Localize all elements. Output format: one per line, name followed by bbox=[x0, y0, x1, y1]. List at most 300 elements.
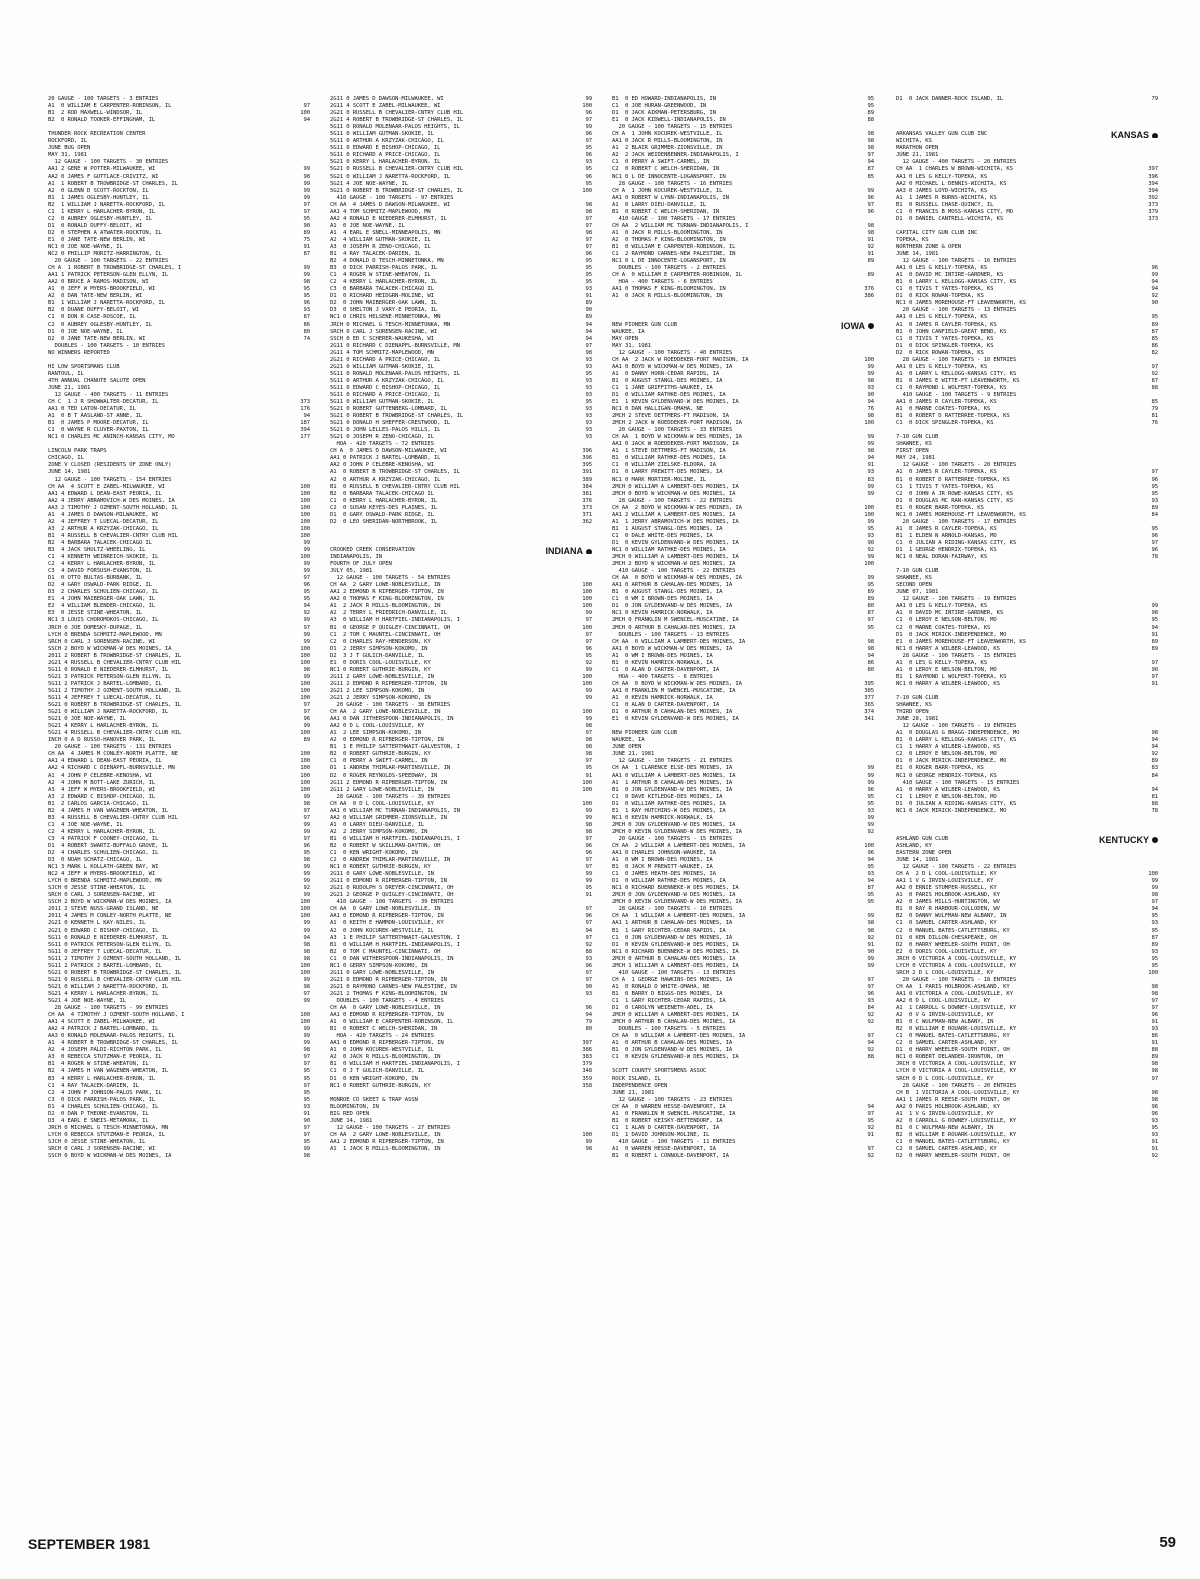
result-row bbox=[896, 293, 1158, 300]
score: 97 bbox=[867, 976, 874, 983]
score: 99 bbox=[303, 828, 310, 835]
result-row bbox=[48, 575, 310, 582]
score: 100 bbox=[300, 1012, 310, 1019]
result-entry: C1 0 KERRY L HARLACHER-BYRON, IL bbox=[330, 497, 438, 504]
result-entry: 5G21 0 ROBERT B TROWBRIDGE-ST CHARLES, IL bbox=[48, 702, 182, 709]
result-entry: D1 0 WILLIAM RATHKE-DES MOINES, IA bbox=[612, 878, 726, 885]
result-entry: B1 1 ELDEN N ARNOLD-KANSAS, MO bbox=[896, 532, 997, 539]
score: 95 bbox=[303, 215, 310, 222]
score: 99 bbox=[585, 807, 592, 814]
score: 379 bbox=[1148, 208, 1158, 215]
score: 97 bbox=[303, 575, 310, 582]
result-row bbox=[896, 758, 1158, 765]
result-row bbox=[896, 730, 1158, 737]
result-row bbox=[48, 773, 310, 780]
score: 92 bbox=[867, 1019, 874, 1026]
score: 98 bbox=[303, 279, 310, 286]
text-line bbox=[612, 265, 874, 272]
score: 95 bbox=[1151, 913, 1158, 920]
result-entry: D2 0 DAN P THEONE-EVANSTON, IL bbox=[48, 1110, 149, 1117]
state-name: INDIANA bbox=[545, 547, 583, 555]
score: 95 bbox=[585, 652, 592, 659]
score: 98 bbox=[585, 828, 592, 835]
text-line bbox=[896, 307, 1158, 314]
result-entry: A1 1 ROBERT B TROWBRIDGE-ST CHARLES, IL bbox=[48, 180, 178, 187]
score: 95 bbox=[303, 1068, 310, 1075]
score: 98 bbox=[303, 666, 310, 673]
result-row bbox=[896, 265, 1158, 272]
result-entry: NC1 0 KEVIN HAMRICK-NORWALK, IA bbox=[612, 610, 713, 617]
score: 100 bbox=[300, 962, 310, 969]
result-row bbox=[612, 1111, 874, 1118]
text-line bbox=[330, 899, 592, 906]
score: 97 bbox=[303, 990, 310, 997]
score: 97 bbox=[303, 201, 310, 208]
result-entry: NC1 0 KEVIN HAMRICK-NORWALK, IA bbox=[612, 814, 713, 821]
result-entry: NC1 0 JACK MIRICK-INDEPENDENCE, MO bbox=[896, 807, 1007, 814]
text-line bbox=[612, 343, 874, 350]
result-entry: A3 0 REBECCA STUTZMAN-E PEORIA, IL bbox=[48, 1054, 162, 1061]
result-row bbox=[330, 1019, 592, 1026]
result-row bbox=[48, 787, 310, 794]
result-row bbox=[48, 625, 310, 632]
score: 89 bbox=[1151, 758, 1158, 765]
result-entry: B1 0 JAMES P MOORE-DECATUR, IL bbox=[48, 420, 149, 427]
result-row bbox=[48, 815, 310, 822]
result-entry: A2 0 JACK R MILLS-BLOOMINGTON, IN bbox=[330, 1054, 441, 1061]
result-entry: CH AA 0 WARREN HESSE-DAVENPORT, IA bbox=[612, 1103, 726, 1110]
line-text: SHAWNEE, KS bbox=[896, 575, 932, 582]
line-text: 410 GAUGE - 100 TARGETS - 97 ENTRIES bbox=[330, 194, 454, 201]
result-entry: NC1 0 DAN HALLIGAN-OMAHA, NE bbox=[612, 406, 703, 413]
result-row bbox=[896, 871, 1158, 878]
result-row bbox=[330, 209, 592, 216]
score: 100 bbox=[582, 596, 592, 603]
result-entry: C2 0 MARNE COATES-TOPEKA, KS bbox=[896, 624, 991, 631]
score: 97 bbox=[585, 857, 592, 864]
result-row bbox=[896, 329, 1158, 336]
score: 95 bbox=[867, 582, 874, 589]
result-row bbox=[330, 174, 592, 181]
result-row bbox=[896, 1005, 1158, 1012]
score: 99 bbox=[303, 631, 310, 638]
result-entry: 5G21 0 WILLIAM J NARETTA-ROCKFORD, IL bbox=[48, 983, 169, 990]
result-row bbox=[330, 1068, 592, 1075]
line-text: FOURTH OF JULY OPEN bbox=[330, 561, 392, 568]
result-entry: 2MCH 0 ARTHUR B CAHALAN-DES MOINES, IA bbox=[612, 1019, 736, 1026]
score: 90 bbox=[867, 539, 874, 546]
score: 98 bbox=[585, 744, 592, 751]
score: 93 bbox=[1151, 497, 1158, 504]
result-row bbox=[330, 836, 592, 843]
text-line bbox=[612, 836, 874, 843]
score: 96 bbox=[1151, 265, 1158, 272]
result-entry: A1 0 DAVID MC INTIRE-GARDNER, KS bbox=[896, 272, 1004, 279]
result-entry: A1 0 LES G KELLY-TOPEKA, KS bbox=[896, 659, 987, 666]
result-row bbox=[896, 942, 1158, 949]
result-entry: 5G21 0 WILLIAM J NARETTA-ROCKFORD, IL bbox=[48, 709, 169, 716]
result-row bbox=[612, 406, 874, 413]
result-entry: AA2 0 PARIS HOLBROOK-ASHLAND, KY bbox=[896, 1103, 1000, 1110]
score: 79 bbox=[585, 1019, 592, 1026]
result-entry: D1 1 GEORGE HENDRIX-TOPEKA, KS bbox=[896, 547, 997, 553]
result-row bbox=[48, 1054, 310, 1061]
blank-line bbox=[48, 357, 310, 364]
result-row bbox=[896, 1139, 1158, 1146]
result-entry: A1 0 HARRY A WILBER-LEAWOOD, KS bbox=[896, 786, 1000, 793]
result-entry: NC1 0 L DE INNOCENTE-LOGANSPORT, IN bbox=[612, 173, 726, 180]
result-entry: C1 2 TOM C MAUNTEL-CINCINNATI, OH bbox=[330, 631, 441, 638]
result-row bbox=[896, 505, 1158, 512]
result-entry: A1 0 JOHN KOCUREK-WESTVILLE, IL bbox=[330, 1047, 434, 1054]
score: 97 bbox=[303, 1061, 310, 1068]
result-entry: B1 0 WILLIAM H HARTFIEL-INDIANAPOLIS, I bbox=[330, 835, 460, 842]
score: 94 bbox=[585, 1012, 592, 1019]
line-text: 410 GAUGE - 100 TARGETS - 15 ENTRIES bbox=[896, 779, 1020, 786]
score: 98 bbox=[867, 229, 874, 236]
result-row bbox=[330, 166, 592, 173]
result-entry: NC1 0 ROBERT GUTHRIE-BURGIN, KY bbox=[330, 1082, 431, 1089]
result-entry: NC1 0 CHARLES MC ANINCH-KANSAS CITY, MO bbox=[48, 434, 175, 441]
score: 96 bbox=[1151, 532, 1158, 539]
result-entry: A1 0 WARREN HESSE-DAVENPORT, IA bbox=[612, 1145, 716, 1152]
result-row bbox=[48, 223, 310, 230]
result-row bbox=[612, 462, 874, 469]
score: 80 bbox=[867, 603, 874, 610]
result-entry: B1 0 ROBERT L CONNOLE-DAVENPORT, IA bbox=[612, 1153, 729, 1160]
result-entry: CH AA 0 BOYD W WICKMAN-W DES MOINES, IA bbox=[612, 575, 742, 582]
result-entry: B1 4 ROGER W STINE-WHEATON, IL bbox=[48, 1061, 149, 1068]
state-heading bbox=[1099, 836, 1158, 843]
result-row bbox=[48, 1125, 310, 1132]
result-row bbox=[48, 829, 310, 836]
result-entry: E3 0 JESSE STINE-WHEATON, IL bbox=[48, 610, 143, 617]
text-line bbox=[48, 152, 310, 159]
result-entry: 2G11 2 GARY LOWE-NOBLESVILLE, IN bbox=[330, 673, 434, 680]
score: 95 bbox=[867, 624, 874, 631]
score: 92 bbox=[303, 610, 310, 617]
result-row bbox=[612, 272, 874, 279]
text-line bbox=[48, 392, 310, 399]
score: 373 bbox=[1148, 215, 1158, 222]
score: 95 bbox=[867, 899, 874, 906]
page-number: 59 bbox=[1159, 1534, 1176, 1551]
result-entry: A2 2 JERRY SIMPSON-KOKOMO, IN bbox=[330, 828, 428, 835]
score: 93 bbox=[585, 159, 592, 166]
result-entry: AA1 1 V G IRVIN-LOUISVILLE, KY bbox=[896, 878, 994, 885]
result-entry: B2 4 JAMES H VAN WAGENEN-WHEATON, IL bbox=[48, 807, 169, 814]
line-text: 20 GAUGE - 100 TARGETS - 22 ENTRIES bbox=[48, 258, 169, 265]
result-entry: NC1 0 GERRY SIMPSON-KOKOMO, IN bbox=[330, 962, 428, 969]
result-row bbox=[330, 639, 592, 646]
result-entry: 2G11 4 SCOTT E ZABEL-MILWAUKEE, WI bbox=[330, 103, 441, 110]
result-entry: 2G21 0 WILLIAM GUTMAN-SKOKIE, IL bbox=[330, 363, 434, 370]
state-name: KENTUCKY bbox=[1098, 835, 1149, 843]
line-text: 20 GAUGE - 100 TARGETS - 18 ENTRIES bbox=[896, 976, 1017, 983]
score: 97 bbox=[585, 969, 592, 976]
score: 95 bbox=[1151, 955, 1158, 962]
score: 96 bbox=[303, 582, 310, 589]
score: 92 bbox=[867, 1124, 874, 1131]
result-row bbox=[612, 695, 874, 702]
score: 97 bbox=[585, 906, 592, 913]
result-entry: D2 4 CHARLES SCHULIEN-CHICAGO, IL bbox=[48, 850, 159, 857]
result-entry: 2G21 4 RUSSELL B CHEVALIER-CNTRY CLUB HIL bbox=[48, 659, 182, 666]
blank-line bbox=[896, 223, 1158, 230]
result-row bbox=[330, 378, 592, 385]
result-row bbox=[612, 561, 874, 568]
score: 98 bbox=[867, 645, 874, 652]
text-line bbox=[896, 575, 1158, 582]
score: 92 bbox=[867, 1047, 874, 1054]
score: 76 bbox=[867, 406, 874, 413]
line-text: 12 GAUGE - 100 TARGETS - 19 ENTRIES bbox=[896, 723, 1017, 730]
score: 99 bbox=[303, 180, 310, 187]
result-row bbox=[896, 371, 1158, 378]
result-row bbox=[330, 970, 592, 977]
result-row bbox=[48, 1083, 310, 1090]
score: 88 bbox=[1151, 1047, 1158, 1054]
line-text: MAY 31, 1981 bbox=[612, 342, 651, 349]
result-row bbox=[330, 815, 592, 822]
result-row bbox=[330, 448, 592, 455]
result-entry: A2 0 DAN TATE-NEW BERLIN, WI bbox=[48, 293, 143, 300]
line-text: DOUBLES - 100 TARGETS - 5 ENTRIES bbox=[612, 1026, 726, 1033]
score: 81 bbox=[1151, 793, 1158, 800]
result-row bbox=[612, 864, 874, 871]
line-text: HOA - 420 TARGETS - 72 ENTRIES bbox=[330, 441, 434, 448]
result-entry: 5G11 0 ARTHUR A KRZYZAK-CHICAGO, IL bbox=[330, 377, 444, 384]
score: 96 bbox=[303, 716, 310, 723]
score: 93 bbox=[585, 356, 592, 363]
result-entry: D1 0 OTTO BULTAS-BURBANK, IL bbox=[48, 575, 143, 582]
score: 98 bbox=[303, 1153, 310, 1160]
result-entry: B2 0 BARBARA TALACEK-CHICAGO IL bbox=[330, 490, 434, 497]
result-entry: C1 0 PERRY A SWIFT-CARMEL, IN bbox=[612, 159, 710, 166]
score: 92 bbox=[867, 1012, 874, 1019]
result-row bbox=[896, 885, 1158, 892]
result-row bbox=[612, 984, 874, 991]
line-text: WAUKEE, IA bbox=[612, 737, 645, 744]
result-entry: C2 0 SAMUEL CARTER-ASHLAND, KY bbox=[896, 1145, 997, 1152]
score: 383 bbox=[582, 1054, 592, 1061]
score: 100 bbox=[300, 730, 310, 737]
text-line bbox=[612, 350, 874, 357]
line-text: SECOND OPEN bbox=[896, 582, 932, 589]
text-line bbox=[330, 1118, 592, 1125]
result-entry: A1 0 FRANKLIN M SWENCEL-MUSCATINE, IA bbox=[612, 1110, 736, 1117]
text-line bbox=[896, 392, 1158, 399]
result-entry: CH A 1 JOHN KOCUREK-WESTVILLE, IL bbox=[612, 131, 723, 138]
result-entry: 5G21 0 ROBERT GUTTENBERG-LOMBARD, IL bbox=[330, 406, 447, 413]
result-row bbox=[612, 949, 874, 956]
result-entry: AA1 0 EDMOND R RIPBERGER-TIPTON, IN bbox=[330, 1040, 444, 1047]
result-row bbox=[896, 794, 1158, 801]
score: 95 bbox=[1151, 962, 1158, 969]
score: 99 bbox=[303, 793, 310, 800]
result-entry: AA1 2 WILLIAM A LAMBERT-DES MOINES, IA bbox=[612, 511, 736, 518]
result-entry: B2 4 DONALD D TESCH-MINNETONKA, MN bbox=[330, 258, 444, 265]
line-text: MAY OPEN bbox=[612, 335, 638, 342]
score: 98 bbox=[1151, 983, 1158, 990]
score: 92 bbox=[1151, 1153, 1158, 1160]
score: 377 bbox=[864, 694, 874, 701]
result-entry: B2 0 TOM C MAUNTEL-CINCINNATI, OH bbox=[330, 948, 441, 955]
score: 99 bbox=[303, 539, 310, 546]
score: 93 bbox=[303, 307, 310, 314]
result-row bbox=[896, 96, 1158, 103]
text-line bbox=[896, 258, 1158, 265]
score: 95 bbox=[303, 1096, 310, 1103]
result-row bbox=[48, 166, 310, 173]
result-entry: AA2 0 MICHAEL L DENNIS-WICHITA, KS bbox=[896, 180, 1007, 187]
result-entry: D1 0 HARRY WHEELER-SOUTH POINT, OH bbox=[896, 1047, 1010, 1054]
score: 98 bbox=[303, 1047, 310, 1054]
result-row bbox=[330, 434, 592, 441]
result-entry: SSCH 0 ED C SCHERER-WAUKESHA, WI bbox=[330, 335, 434, 342]
blank-line bbox=[612, 300, 874, 307]
score: 96 bbox=[1151, 1110, 1158, 1117]
result-entry: C1 4 ROGER W STINE-WHEATON, IL bbox=[330, 272, 431, 279]
result-row bbox=[612, 829, 874, 836]
score: 97 bbox=[867, 1110, 874, 1117]
result-entry: D2 0 JOHN MAIBERGER-OAK LAWN, IL bbox=[330, 300, 438, 307]
result-row bbox=[612, 547, 874, 554]
result-row bbox=[330, 920, 592, 927]
score: 97 bbox=[1151, 998, 1158, 1004]
score: 88 bbox=[585, 948, 592, 955]
score: 99 bbox=[303, 998, 310, 1004]
score: 91 bbox=[1151, 631, 1158, 638]
score: 93 bbox=[867, 998, 874, 1004]
result-row bbox=[48, 519, 310, 526]
result-row bbox=[48, 491, 310, 498]
score: 96 bbox=[867, 990, 874, 997]
result-row bbox=[330, 984, 592, 991]
result-row bbox=[48, 1111, 310, 1118]
result-entry: SSCH 2 BOYD W WICKMAN-W DES MOINES, IA bbox=[48, 899, 172, 906]
score: 87 bbox=[1151, 934, 1158, 941]
score: 96 bbox=[585, 913, 592, 920]
line-text: JUNE 28, 1981 bbox=[896, 716, 939, 723]
line-text: 20 GAUGE - 100 TARGETS - 131 ENTRIES bbox=[48, 744, 172, 751]
result-entry: CH AA 4 SCOTT E ZABEL-MILWAUKEE, WI bbox=[48, 483, 165, 490]
score: 91 bbox=[1151, 1138, 1158, 1145]
score: 99 bbox=[303, 547, 310, 553]
result-entry: B2 4 BARBARA TALACEK-CHICAGO IL bbox=[48, 539, 152, 546]
state-marker-icon bbox=[868, 323, 874, 329]
score: 95 bbox=[585, 145, 592, 152]
score: 89 bbox=[1151, 645, 1158, 652]
score: 98 bbox=[585, 201, 592, 208]
score: 97 bbox=[303, 702, 310, 709]
score: 374 bbox=[864, 709, 874, 716]
line-text: CAPITAL CITY GUN CLUB INC bbox=[896, 229, 978, 236]
result-row bbox=[48, 977, 310, 984]
line-text: JUNE OPEN bbox=[612, 744, 642, 751]
blank-line bbox=[612, 1061, 874, 1068]
score: 87 bbox=[867, 885, 874, 892]
result-entry: NC1 0 GEORGE HENDRIX-TOPEKA, KS bbox=[896, 772, 997, 779]
score: 91 bbox=[1151, 1145, 1158, 1152]
result-row bbox=[896, 751, 1158, 758]
score: 100 bbox=[582, 603, 592, 610]
result-row bbox=[48, 237, 310, 244]
result-entry: D2 4 GARY OSWALD-PARK RIDGE, IL bbox=[48, 582, 152, 589]
result-entry: D2 0 RICK ROWAN-TOPEKA, KS bbox=[896, 349, 984, 356]
result-row bbox=[612, 209, 874, 216]
line-text: JUNE 14, 1981 bbox=[896, 251, 939, 258]
result-row bbox=[612, 956, 874, 963]
result-row bbox=[896, 956, 1158, 963]
result-entry: A2 0 CARROLL G DOWNEY-LOUISVILLE, KY bbox=[896, 1117, 1017, 1124]
score: 99 bbox=[303, 673, 310, 680]
result-row bbox=[48, 639, 310, 646]
result-entry: A1 0 KEVIN HAMRICK-NORWALK, IA bbox=[612, 694, 713, 701]
result-entry: CH A 1 GEORGE HAWKINS-DES MOINES, IA bbox=[612, 976, 733, 983]
result-entry: CH AA 1 PARIS HOLBROOK-ASHLAND, KY bbox=[896, 983, 1010, 990]
result-entry: C1 4 JOE NOE-WAYNE, IL bbox=[48, 821, 123, 828]
result-row bbox=[896, 322, 1158, 329]
result-entry: C1 0 DICK SPINGLER-TOPEKA, KS bbox=[896, 420, 994, 427]
result-row bbox=[48, 1104, 310, 1111]
score: 100 bbox=[300, 1019, 310, 1026]
result-row bbox=[330, 399, 592, 406]
result-entry: A1 0 JEFF W MYERS-BROOKFIELD, WI bbox=[48, 286, 156, 293]
result-entry: AA1 4 TOM SCHMITZ-MAPLEWOOD, MN bbox=[330, 208, 431, 215]
text-line bbox=[48, 343, 310, 350]
text-line bbox=[896, 441, 1158, 448]
score: 91 bbox=[867, 462, 874, 469]
result-entry: C2 0 AUBREY OGLESBY-HUNTLEY, IL bbox=[48, 215, 152, 222]
score: 97 bbox=[1151, 469, 1158, 476]
line-text: JUNE 21, 1981 bbox=[896, 152, 939, 159]
result-entry: A1 0 JAMES R CAYLER-TOPEKA, KS bbox=[896, 321, 997, 328]
text-line bbox=[612, 744, 874, 751]
results-column-4 bbox=[896, 96, 1158, 1160]
result-entry: 5G21 4 KERRY L HARLACHER-BYRON, IL bbox=[48, 990, 159, 997]
score: 95 bbox=[1151, 1124, 1158, 1131]
score: 100 bbox=[582, 1131, 592, 1138]
result-row bbox=[612, 625, 874, 632]
result-row bbox=[48, 117, 310, 124]
score: 95 bbox=[1151, 314, 1158, 321]
result-entry: E2 4 WILLIAM BLENDER-CHICAGO, IL bbox=[48, 603, 156, 610]
result-entry: 2MCH 1 WILLIAM A LAMBERT-DES MOINES, IA bbox=[612, 962, 739, 969]
result-row bbox=[612, 244, 874, 251]
result-row bbox=[896, 202, 1158, 209]
score: 97 bbox=[585, 638, 592, 645]
result-entry: 2MCH 0 JON GYLDENVAND-W DES MOINES, IA bbox=[612, 892, 736, 899]
result-row bbox=[48, 878, 310, 885]
score: 96 bbox=[585, 152, 592, 159]
result-row bbox=[896, 195, 1158, 202]
result-row bbox=[48, 1033, 310, 1040]
text-line bbox=[612, 568, 874, 575]
score: 99 bbox=[867, 913, 874, 920]
result-entry: A2 4 JEFFREY T LUECAL-DECATUR, IL bbox=[48, 518, 159, 525]
result-row bbox=[48, 1118, 310, 1125]
score: 85 bbox=[1151, 335, 1158, 342]
result-entry: C1 1 LEROY E NELSON-BELTON, MO bbox=[896, 793, 997, 800]
result-row bbox=[330, 688, 592, 695]
text-line bbox=[896, 582, 1158, 589]
result-row bbox=[330, 653, 592, 660]
text-line bbox=[48, 455, 310, 462]
result-row bbox=[48, 822, 310, 829]
result-entry: 5G11 2 TIMOTHY J OZMENT-SOUTH HOLLAND, IL bbox=[48, 955, 182, 962]
result-row bbox=[330, 949, 592, 956]
